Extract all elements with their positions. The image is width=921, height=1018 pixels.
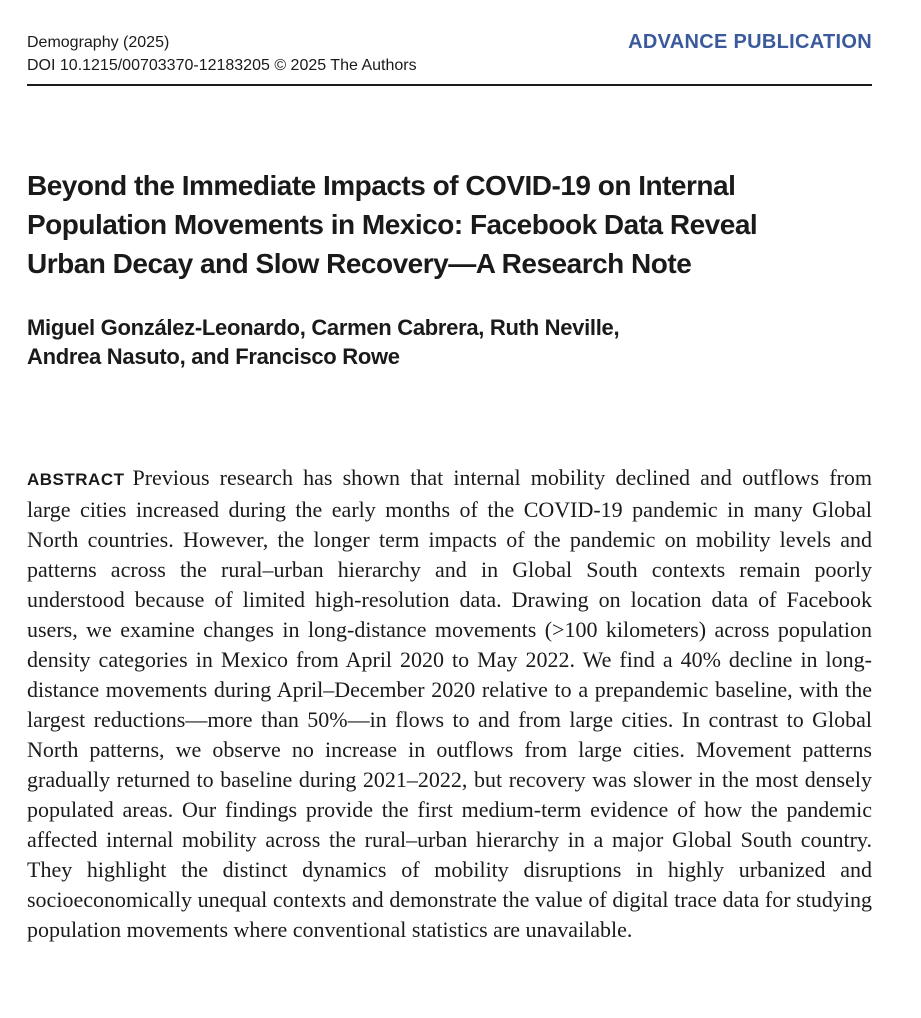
author-line: Miguel González-Leonardo, Carmen Cabrera, Ruth Neville, bbox=[27, 315, 620, 340]
article-title bbox=[27, 166, 847, 283]
abstract-label: ABSTRACT bbox=[27, 470, 125, 489]
advance-publication-label: ADVANCE PUBLICATION bbox=[628, 31, 872, 53]
doi-copyright-line: DOI 10.1215/00703370-12183205 © 2025 The Authors bbox=[27, 57, 417, 74]
abstract-text: Previous research has shown that internal mobility declined and outflows from large cities increased during the early months of the COVID-19 pandemic in many Global North countries. However, the longer term impacts of the pandemic on mobility levels and patterns across the rural–urban hierarchy and in Global South contexts remain poorly understood because of limited high-resolution data. Drawing on location data of Facebook users, we examine changes in long-distance movements (>100 kilometers) across population density categories in Mexico from April 2020 to May 2022. We find a 40% decline in long-distance movements during April–December 2020 relative to a prepandemic baseline, with the largest reductions—more than 50%—in flows to and from large cities. In contrast to Global North patterns, we observe no increase in outflows from large cities. Movement patterns gradually returned to baseline during 2021–2022, but recovery was slower in the most densely populated areas. Our findings provide the first medium-term evidence of how the pandemic affected internal mobility across the rural–urban hierarchy in a major Global South country. They highlight the distinct dynamics of mobility disruptions in highly urbanized and socioeconomically unequal contexts and demonstrate the value of digital trace data for studying population movements where conventional statistics are unavailable. bbox=[27, 465, 872, 942]
title-line: Urban Decay and Slow Recovery—A Research Note bbox=[27, 248, 692, 279]
author-list bbox=[27, 313, 847, 371]
author-line: Andrea Nasuto, and Francisco Rowe bbox=[27, 344, 400, 369]
title-line: Population Movements in Mexico: Facebook Data Reveal bbox=[27, 209, 758, 240]
journal-name: Demography (2025) bbox=[27, 34, 170, 51]
abstract bbox=[27, 463, 872, 945]
journal-header bbox=[27, 30, 872, 86]
title-line: Beyond the Immediate Impacts of COVID-19 on Internal bbox=[27, 170, 736, 201]
